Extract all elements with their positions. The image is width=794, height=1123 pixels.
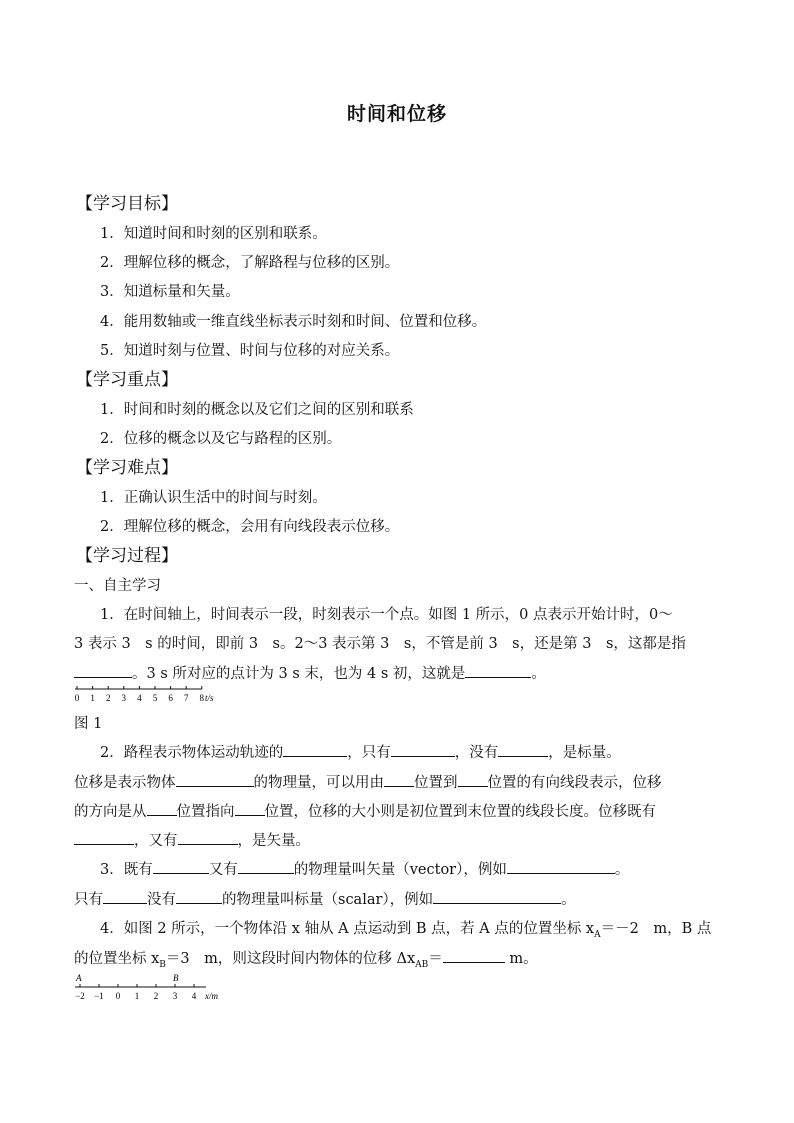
subsection-heading: 一、自主学习 [74,578,161,594]
section-heading-key: 【学习重点】 [76,370,178,390]
axis-tick-label: 0 [74,693,80,703]
q1-line-2: 3 表示 3 s 的时间，即前 3 s。2～3 表示第 3 s，不管是前 3 s，还是第 3 s，这都是指 [74,636,686,652]
goal-item: 2．理解位移的概念，了解路程与位移的区别。 [100,255,400,271]
axis-unit: x/m [205,991,218,1001]
section-heading-goals: 【学习目标】 [76,194,178,214]
answer-blank[interactable] [178,830,238,845]
time-axis-figure [74,684,244,706]
axis-tick-label: 5 [152,693,158,703]
answer-blank[interactable] [507,859,615,874]
axis-tick-label: 3 [121,693,127,703]
figure-caption: 图 1 [74,716,103,732]
section-heading-difficult: 【学习难点】 [76,458,178,478]
axis-tick-label: 6 [168,693,173,703]
key-point-item: 2．位移的概念以及它与路程的区别。 [100,431,342,447]
q3-line-2: 只有 没有 的物理量叫标量（scalar），例如 。 [74,888,576,909]
point-a-label: A [76,973,82,983]
answer-blank[interactable] [238,859,294,874]
point-b-label: B [173,973,179,983]
difficulty-item: 1．正确认识生活中的时间与时刻。 [100,490,327,506]
answer-blank[interactable] [443,948,505,963]
goal-item: 3．知道标量和矢量。 [100,284,240,300]
answer-blank[interactable] [74,830,134,845]
answer-blank[interactable] [458,772,488,787]
q4-line-1: 4．如图 2 所示，一个物体沿 x 轴从 A 点运动到 B 点，若 A 点的位置坐标 $x_A=-2$ m，B 点 [100,921,712,940]
answer-blank[interactable] [384,772,414,787]
axis-tick-label: 2 [105,693,111,703]
axis-tick-label: 7 [183,693,189,703]
axis-tick-label: −2 [75,991,85,1001]
answer-blank[interactable] [283,742,347,757]
difficulty-item: 2．理解位移的概念，会用有向线段表示位移。 [100,519,400,535]
axis-tick-label: 4 [137,693,142,703]
answer-blank[interactable] [465,663,531,678]
answer-blank[interactable] [433,889,561,904]
axis-tick-label: 2 [153,991,159,1001]
position-axis-figure [74,972,244,1004]
section-heading-process: 【学习过程】 [76,546,178,566]
axis-tick-label: 8 [199,693,205,703]
axis-tick-label: 1 [134,991,140,1001]
axis-unit: t/s [205,693,214,703]
q1-line-3: 。3 s 所对应的点计为 3 s 末，也为 4 s 初，这就是 。 [74,662,546,683]
q4-line-2: 的位置坐标 $x_B=3$ m，则这段时间内物体的位移 $\Delta x_{AB}= m$。 [74,947,538,970]
axis-tick-label: 3 [172,991,178,1001]
q2-line-3: 的方向是从 位置指向 位置，位移的大小则是初位置到末位置的线段长度。位移既有 [74,800,656,821]
q2-line-4: ，又有 ，是矢量。 [74,829,310,850]
page-title: 时间和位移 [346,103,447,125]
axis-tick-label: −1 [94,991,104,1001]
goal-item: 5．知道时刻与位置、时间与位移的对应关系。 [100,343,400,359]
answer-blank[interactable] [391,742,455,757]
q1-line-1: 1．在时间轴上，时间表示一段，时刻表示一个点。如图 1 所示，0 点表示开始计时，0～ [100,607,673,623]
key-point-item: 1．时间和时刻的概念以及它们之间的区别和联系 [100,402,414,418]
answer-blank[interactable] [153,859,209,874]
goal-item: 1．知道时间和时刻的区别和联系。 [100,226,327,242]
answer-blank[interactable] [74,663,132,678]
goal-item: 4．能用数轴或一维直线坐标表示时刻和时间、位置和位移。 [100,314,487,330]
q3-line-1: 3．既有 又有 的物理量叫矢量（vector），例如 。 [100,858,629,879]
q2-line-1: 2．路程表示物体运动轨迹的 ，只有 ，没有 ，是标量。 [100,741,621,762]
axis-tick-label: 0 [115,991,121,1001]
answer-blank[interactable] [235,801,265,816]
answer-blank[interactable] [103,889,147,904]
answer-blank[interactable] [176,889,222,904]
q2-line-2: 位移是表示物体 的物理量，可以用由 位置到 位置的有向线段表示，位移 [74,771,662,792]
axis-tick-label: 1 [90,693,95,703]
axis-tick-label: 4 [191,991,197,1001]
answer-blank[interactable] [176,772,254,787]
answer-blank[interactable] [147,801,177,816]
answer-blank[interactable] [498,742,548,757]
